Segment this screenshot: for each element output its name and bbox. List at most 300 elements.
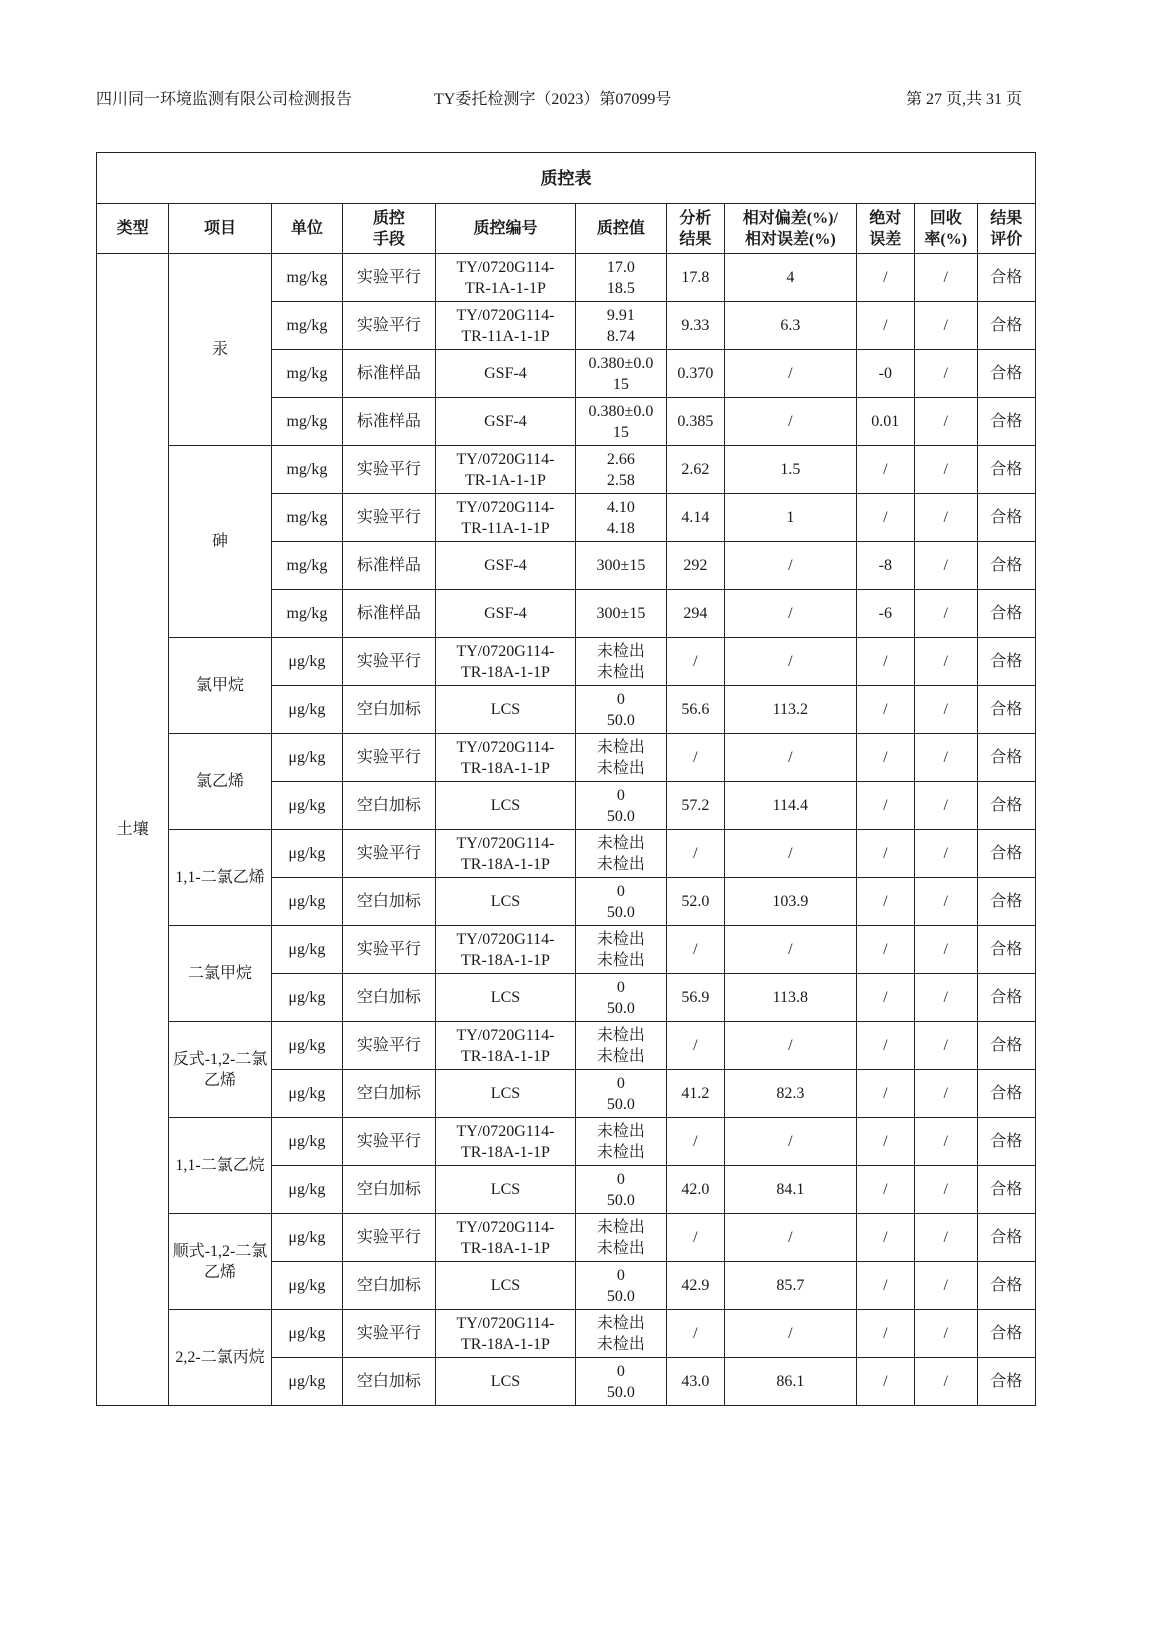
cell-result: 42.9 — [666, 1262, 724, 1310]
cell-result: / — [666, 830, 724, 878]
table-row — [97, 1022, 1036, 1070]
header-item: 项目 — [169, 204, 272, 254]
header-line: 绝对 — [869, 209, 902, 227]
header-line: 评价 — [990, 230, 1023, 248]
cell-qc-value-line: 未检出 — [596, 1314, 645, 1332]
cell-result: 9.33 — [666, 302, 724, 350]
cell-relative-deviation: 1 — [725, 494, 857, 542]
cell-code-line: TR-18A-1-1P — [461, 1047, 550, 1065]
cell-method: 实验平行 — [343, 1214, 436, 1262]
cell-relative-deviation: 85.7 — [725, 1262, 857, 1310]
cell-unit: μg/kg — [271, 974, 342, 1022]
cell-qc-value-line: 0 — [616, 690, 625, 708]
cell-code: LCS — [435, 878, 575, 926]
qc-table-container — [96, 152, 1036, 1406]
cell-recovery: / — [914, 686, 977, 734]
cell-qc-value — [576, 1310, 667, 1358]
cell-result: / — [666, 1118, 724, 1166]
cell-code-line: TR-11A-1-1P — [461, 327, 550, 345]
table-header-row — [97, 204, 1036, 254]
cell-result: 41.2 — [666, 1070, 724, 1118]
cell-recovery: / — [914, 1070, 977, 1118]
cell-code: GSF-4 — [435, 542, 575, 590]
cell-item: 汞 — [169, 254, 272, 446]
cell-recovery: / — [914, 974, 977, 1022]
cell-absolute-error: / — [856, 1310, 914, 1358]
header-relative-deviation — [725, 204, 857, 254]
cell-code-line: TY/0720G114- — [456, 1026, 555, 1044]
cell-relative-deviation: / — [725, 926, 857, 974]
cell-qc-value-line: 50.0 — [606, 1095, 635, 1113]
cell-absolute-error: / — [856, 302, 914, 350]
cell-code-line: TR-18A-1-1P — [461, 759, 550, 777]
table-body — [97, 254, 1036, 1406]
header-line: 误差 — [869, 230, 902, 248]
header-line: 分析 — [679, 209, 712, 227]
cell-unit: μg/kg — [271, 686, 342, 734]
table-row — [97, 254, 1036, 302]
cell-qc-value-line: 50.0 — [606, 807, 635, 825]
cell-result: 43.0 — [666, 1358, 724, 1406]
cell-qc-value-line: 15 — [612, 423, 629, 441]
cell-qc-value — [576, 974, 667, 1022]
cell-unit: mg/kg — [271, 254, 342, 302]
cell-evaluation: 合格 — [977, 398, 1036, 446]
cell-qc-value-line: 0 — [616, 978, 625, 996]
cell-code-line: TY/0720G114- — [456, 834, 555, 852]
cell-item: 顺式-1,2-二氯乙烯 — [169, 1214, 272, 1310]
cell-qc-value-line: 未检出 — [596, 1122, 645, 1140]
cell-result: 4.14 — [666, 494, 724, 542]
cell-item: 反式-1,2-二氯乙烯 — [169, 1022, 272, 1118]
cell-absolute-error: / — [856, 1070, 914, 1118]
cell-evaluation: 合格 — [977, 1022, 1036, 1070]
cell-code-line: TY/0720G114- — [456, 258, 555, 276]
cell-qc-value-line: 50.0 — [606, 711, 635, 729]
cell-evaluation: 合格 — [977, 734, 1036, 782]
cell-code — [435, 1118, 575, 1166]
cell-qc-value-line: 未检出 — [596, 1047, 645, 1065]
cell-method: 空白加标 — [343, 1262, 436, 1310]
cell-result: / — [666, 926, 724, 974]
cell-qc-value — [576, 1214, 667, 1262]
cell-unit: μg/kg — [271, 878, 342, 926]
cell-code — [435, 926, 575, 974]
cell-method: 标准样品 — [343, 542, 436, 590]
cell-code: GSF-4 — [435, 350, 575, 398]
cell-qc-value — [576, 734, 667, 782]
cell-item: 1,1-二氯乙烯 — [169, 830, 272, 926]
cell-recovery: / — [914, 1118, 977, 1166]
cell-recovery: / — [914, 302, 977, 350]
cell-method: 实验平行 — [343, 734, 436, 782]
cell-qc-value — [576, 878, 667, 926]
cell-absolute-error: / — [856, 686, 914, 734]
table-row — [97, 1214, 1036, 1262]
cell-qc-value-line: 0 — [616, 786, 625, 804]
cell-qc-value — [576, 638, 667, 686]
cell-code-line: TR-11A-1-1P — [461, 519, 550, 537]
cell-code-line: TY/0720G114- — [456, 450, 555, 468]
table-title: 质控表 — [97, 153, 1036, 204]
cell-recovery: / — [914, 1166, 977, 1214]
cell-relative-deviation: 1.5 — [725, 446, 857, 494]
cell-qc-value — [576, 302, 667, 350]
cell-absolute-error: / — [856, 638, 914, 686]
cell-method: 实验平行 — [343, 446, 436, 494]
cell-evaluation: 合格 — [977, 494, 1036, 542]
cell-code-line: TR-18A-1-1P — [461, 1239, 550, 1257]
cell-relative-deviation: / — [725, 1022, 857, 1070]
cell-code-line: TY/0720G114- — [456, 306, 555, 324]
cell-method: 实验平行 — [343, 302, 436, 350]
cell-absolute-error: -6 — [856, 590, 914, 638]
cell-code — [435, 1214, 575, 1262]
cell-unit: μg/kg — [271, 1262, 342, 1310]
header-evaluation — [977, 204, 1036, 254]
cell-code: LCS — [435, 1358, 575, 1406]
cell-method: 实验平行 — [343, 1022, 436, 1070]
cell-recovery: / — [914, 878, 977, 926]
cell-unit: mg/kg — [271, 446, 342, 494]
cell-qc-value-line: 2.58 — [606, 471, 635, 489]
cell-code-line: TR-18A-1-1P — [461, 855, 550, 873]
cell-recovery: / — [914, 1214, 977, 1262]
cell-item: 氯乙烯 — [169, 734, 272, 830]
cell-code: LCS — [435, 974, 575, 1022]
cell-unit: μg/kg — [271, 1118, 342, 1166]
cell-relative-deviation: 6.3 — [725, 302, 857, 350]
cell-relative-deviation: / — [725, 398, 857, 446]
cell-recovery: / — [914, 1262, 977, 1310]
cell-qc-value-line: 未检出 — [596, 1218, 645, 1236]
cell-qc-value-line: 50.0 — [606, 1383, 635, 1401]
cell-qc-value — [576, 1166, 667, 1214]
cell-qc-value-line: 未检出 — [596, 738, 645, 756]
cell-result: 56.9 — [666, 974, 724, 1022]
cell-item: 二氯甲烷 — [169, 926, 272, 1022]
cell-method: 实验平行 — [343, 1118, 436, 1166]
cell-qc-value-line: 0 — [616, 1266, 625, 1284]
cell-qc-value-line: 4.10 — [606, 498, 635, 516]
cell-recovery: / — [914, 542, 977, 590]
cell-qc-value-line: 2.66 — [606, 450, 635, 468]
cell-evaluation: 合格 — [977, 542, 1036, 590]
cell-method: 实验平行 — [343, 494, 436, 542]
cell-unit: μg/kg — [271, 782, 342, 830]
cell-recovery: / — [914, 1358, 977, 1406]
cell-method: 实验平行 — [343, 638, 436, 686]
cell-code: LCS — [435, 1262, 575, 1310]
cell-qc-value — [576, 686, 667, 734]
cell-qc-value-line: 未检出 — [596, 1026, 645, 1044]
cell-code-line: TR-1A-1-1P — [465, 279, 546, 297]
cell-relative-deviation: 114.4 — [725, 782, 857, 830]
cell-evaluation: 合格 — [977, 1166, 1036, 1214]
cell-qc-value-line: 未检出 — [596, 1143, 645, 1161]
cell-result: 292 — [666, 542, 724, 590]
cell-absolute-error: 0.01 — [856, 398, 914, 446]
cell-method: 空白加标 — [343, 782, 436, 830]
cell-method: 实验平行 — [343, 254, 436, 302]
cell-evaluation: 合格 — [977, 686, 1036, 734]
cell-method: 标准样品 — [343, 590, 436, 638]
cell-code: GSF-4 — [435, 590, 575, 638]
cell-item: 2,2-二氯丙烷 — [169, 1310, 272, 1406]
cell-code: LCS — [435, 686, 575, 734]
cell-result: 294 — [666, 590, 724, 638]
cell-absolute-error: / — [856, 1166, 914, 1214]
cell-qc-value — [576, 398, 667, 446]
cell-qc-value-line: 50.0 — [606, 903, 635, 921]
cell-qc-value-line: 未检出 — [596, 951, 645, 969]
header-line: 结果 — [990, 209, 1023, 227]
cell-item: 砷 — [169, 446, 272, 638]
cell-relative-deviation: / — [725, 734, 857, 782]
cell-qc-value-line: 未检出 — [596, 834, 645, 852]
cell-qc-value-line: 17.0 — [606, 258, 635, 276]
cell-relative-deviation: 113.8 — [725, 974, 857, 1022]
cell-qc-value — [576, 830, 667, 878]
cell-qc-value-line: 未检出 — [596, 1335, 645, 1353]
cell-unit: mg/kg — [271, 590, 342, 638]
cell-absolute-error: / — [856, 734, 914, 782]
cell-code: GSF-4 — [435, 398, 575, 446]
cell-relative-deviation: / — [725, 1310, 857, 1358]
table-row — [97, 638, 1036, 686]
header-method — [343, 204, 436, 254]
table-row — [97, 446, 1036, 494]
cell-qc-value-line: 未检出 — [596, 663, 645, 681]
header-line: 手段 — [372, 230, 405, 248]
cell-relative-deviation: 4 — [725, 254, 857, 302]
cell-qc-value-line: 0 — [616, 1170, 625, 1188]
cell-evaluation: 合格 — [977, 446, 1036, 494]
cell-evaluation: 合格 — [977, 590, 1036, 638]
cell-recovery: / — [914, 782, 977, 830]
cell-code-line: TR-18A-1-1P — [461, 663, 550, 681]
cell-absolute-error: / — [856, 1214, 914, 1262]
cell-relative-deviation: / — [725, 542, 857, 590]
cell-result: / — [666, 1022, 724, 1070]
table-row — [97, 1118, 1036, 1166]
cell-qc-value-line: 0.380±0.0 — [588, 402, 654, 420]
cell-result: 42.0 — [666, 1166, 724, 1214]
header-result — [666, 204, 724, 254]
cell-evaluation: 合格 — [977, 350, 1036, 398]
page-number: 第 27 页,共 31 页 — [905, 91, 1022, 108]
cell-relative-deviation: / — [725, 638, 857, 686]
cell-absolute-error: / — [856, 254, 914, 302]
cell-result: 0.385 — [666, 398, 724, 446]
cell-code — [435, 638, 575, 686]
header-recovery — [914, 204, 977, 254]
cell-evaluation: 合格 — [977, 782, 1036, 830]
cell-code — [435, 494, 575, 542]
page-header — [96, 86, 1022, 110]
cell-evaluation: 合格 — [977, 926, 1036, 974]
cell-evaluation: 合格 — [977, 1118, 1036, 1166]
cell-recovery: / — [914, 446, 977, 494]
cell-code-line: TR-18A-1-1P — [461, 1335, 550, 1353]
cell-recovery: / — [914, 830, 977, 878]
cell-absolute-error: / — [856, 926, 914, 974]
cell-recovery: / — [914, 926, 977, 974]
cell-qc-value-line: 8.74 — [606, 327, 635, 345]
cell-qc-value-line: 9.91 — [606, 306, 635, 324]
cell-absolute-error: / — [856, 782, 914, 830]
header-line: 结果 — [679, 230, 712, 248]
cell-qc-value: 300±15 — [576, 590, 667, 638]
cell-qc-value-line: 未检出 — [596, 759, 645, 777]
cell-qc-value — [576, 1358, 667, 1406]
cell-qc-value-line: 未检出 — [596, 642, 645, 660]
cell-code-line: TY/0720G114- — [456, 1122, 555, 1140]
table-row — [97, 830, 1036, 878]
cell-qc-value — [576, 1022, 667, 1070]
cell-evaluation: 合格 — [977, 830, 1036, 878]
cell-unit: mg/kg — [271, 302, 342, 350]
cell-relative-deviation: / — [725, 1214, 857, 1262]
cell-recovery: / — [914, 350, 977, 398]
cell-relative-deviation: 86.1 — [725, 1358, 857, 1406]
cell-result: / — [666, 734, 724, 782]
header-qc-value: 质控值 — [576, 204, 667, 254]
cell-code: LCS — [435, 782, 575, 830]
cell-code-line: TY/0720G114- — [456, 930, 555, 948]
cell-absolute-error: -0 — [856, 350, 914, 398]
cell-code: LCS — [435, 1070, 575, 1118]
cell-method: 实验平行 — [343, 1310, 436, 1358]
cell-evaluation: 合格 — [977, 1262, 1036, 1310]
cell-result: 57.2 — [666, 782, 724, 830]
cell-qc-value — [576, 926, 667, 974]
cell-qc-value-line: 15 — [612, 375, 629, 393]
cell-evaluation: 合格 — [977, 302, 1036, 350]
cell-qc-value: 300±15 — [576, 542, 667, 590]
cell-code — [435, 302, 575, 350]
cell-code — [435, 1310, 575, 1358]
cell-unit: mg/kg — [271, 350, 342, 398]
cell-absolute-error: / — [856, 446, 914, 494]
header-line: 回收 — [929, 209, 962, 227]
cell-absolute-error: -8 — [856, 542, 914, 590]
cell-qc-value-line: 未检出 — [596, 855, 645, 873]
cell-unit: μg/kg — [271, 1070, 342, 1118]
cell-relative-deviation: 82.3 — [725, 1070, 857, 1118]
cell-result: / — [666, 1310, 724, 1358]
cell-relative-deviation: / — [725, 350, 857, 398]
header-absolute-error — [856, 204, 914, 254]
table-row — [97, 926, 1036, 974]
cell-qc-value — [576, 1070, 667, 1118]
cell-qc-value-line: 50.0 — [606, 999, 635, 1017]
cell-recovery: / — [914, 638, 977, 686]
cell-code-line: TY/0720G114- — [456, 738, 555, 756]
cell-code-line: TY/0720G114- — [456, 1218, 555, 1236]
cell-absolute-error: / — [856, 878, 914, 926]
cell-unit: mg/kg — [271, 398, 342, 446]
cell-unit: μg/kg — [271, 1022, 342, 1070]
cell-qc-value-line: 0 — [616, 882, 625, 900]
cell-unit: μg/kg — [271, 638, 342, 686]
cell-method: 标准样品 — [343, 350, 436, 398]
cell-qc-value — [576, 446, 667, 494]
header-unit: 单位 — [271, 204, 342, 254]
cell-evaluation: 合格 — [977, 878, 1036, 926]
report-number: TY委托检测字（2023）第07099号 — [434, 91, 672, 108]
header-code: 质控编号 — [435, 204, 575, 254]
cell-code-line: TY/0720G114- — [456, 498, 555, 516]
cell-recovery: / — [914, 1022, 977, 1070]
cell-code-line: TY/0720G114- — [456, 642, 555, 660]
cell-unit: μg/kg — [271, 926, 342, 974]
cell-method: 实验平行 — [343, 830, 436, 878]
cell-recovery: / — [914, 1310, 977, 1358]
cell-method: 空白加标 — [343, 1166, 436, 1214]
cell-unit: mg/kg — [271, 494, 342, 542]
cell-evaluation: 合格 — [977, 638, 1036, 686]
header-line: 相对偏差(%)/ — [742, 209, 838, 227]
header-line: 率(%) — [924, 230, 968, 248]
cell-result: / — [666, 1214, 724, 1262]
cell-method: 空白加标 — [343, 878, 436, 926]
header-line: 相对误差(%) — [745, 230, 836, 248]
cell-code-line: TY/0720G114- — [456, 1314, 555, 1332]
cell-absolute-error: / — [856, 974, 914, 1022]
cell-method: 空白加标 — [343, 1070, 436, 1118]
cell-result: 2.62 — [666, 446, 724, 494]
cell-unit: μg/kg — [271, 830, 342, 878]
header-type: 类型 — [97, 204, 169, 254]
qc-table — [96, 152, 1036, 1406]
cell-recovery: / — [914, 494, 977, 542]
cell-evaluation: 合格 — [977, 1070, 1036, 1118]
cell-qc-value — [576, 782, 667, 830]
cell-recovery: / — [914, 590, 977, 638]
cell-method: 实验平行 — [343, 926, 436, 974]
cell-qc-value-line: 0.380±0.0 — [588, 354, 654, 372]
cell-relative-deviation: 113.2 — [725, 686, 857, 734]
cell-method: 空白加标 — [343, 974, 436, 1022]
cell-relative-deviation: 103.9 — [725, 878, 857, 926]
table-row — [97, 1310, 1036, 1358]
cell-relative-deviation: / — [725, 830, 857, 878]
cell-code — [435, 446, 575, 494]
cell-evaluation: 合格 — [977, 1310, 1036, 1358]
cell-qc-value-line: 未检出 — [596, 1239, 645, 1257]
cell-absolute-error: / — [856, 1358, 914, 1406]
cell-unit: μg/kg — [271, 1214, 342, 1262]
cell-evaluation: 合格 — [977, 974, 1036, 1022]
cell-absolute-error: / — [856, 494, 914, 542]
cell-method: 标准样品 — [343, 398, 436, 446]
header-line: 质控 — [372, 209, 405, 227]
cell-qc-value-line: 50.0 — [606, 1287, 635, 1305]
cell-result: 56.6 — [666, 686, 724, 734]
cell-code-line: TR-18A-1-1P — [461, 951, 550, 969]
cell-qc-value-line: 18.5 — [606, 279, 635, 297]
cell-method: 空白加标 — [343, 686, 436, 734]
cell-qc-value — [576, 494, 667, 542]
cell-evaluation: 合格 — [977, 254, 1036, 302]
cell-evaluation: 合格 — [977, 1214, 1036, 1262]
cell-item: 1,1-二氯乙烷 — [169, 1118, 272, 1214]
cell-unit: μg/kg — [271, 1310, 342, 1358]
cell-relative-deviation: / — [725, 1118, 857, 1166]
cell-code-line: TR-1A-1-1P — [465, 471, 546, 489]
cell-qc-value-line: 50.0 — [606, 1191, 635, 1209]
